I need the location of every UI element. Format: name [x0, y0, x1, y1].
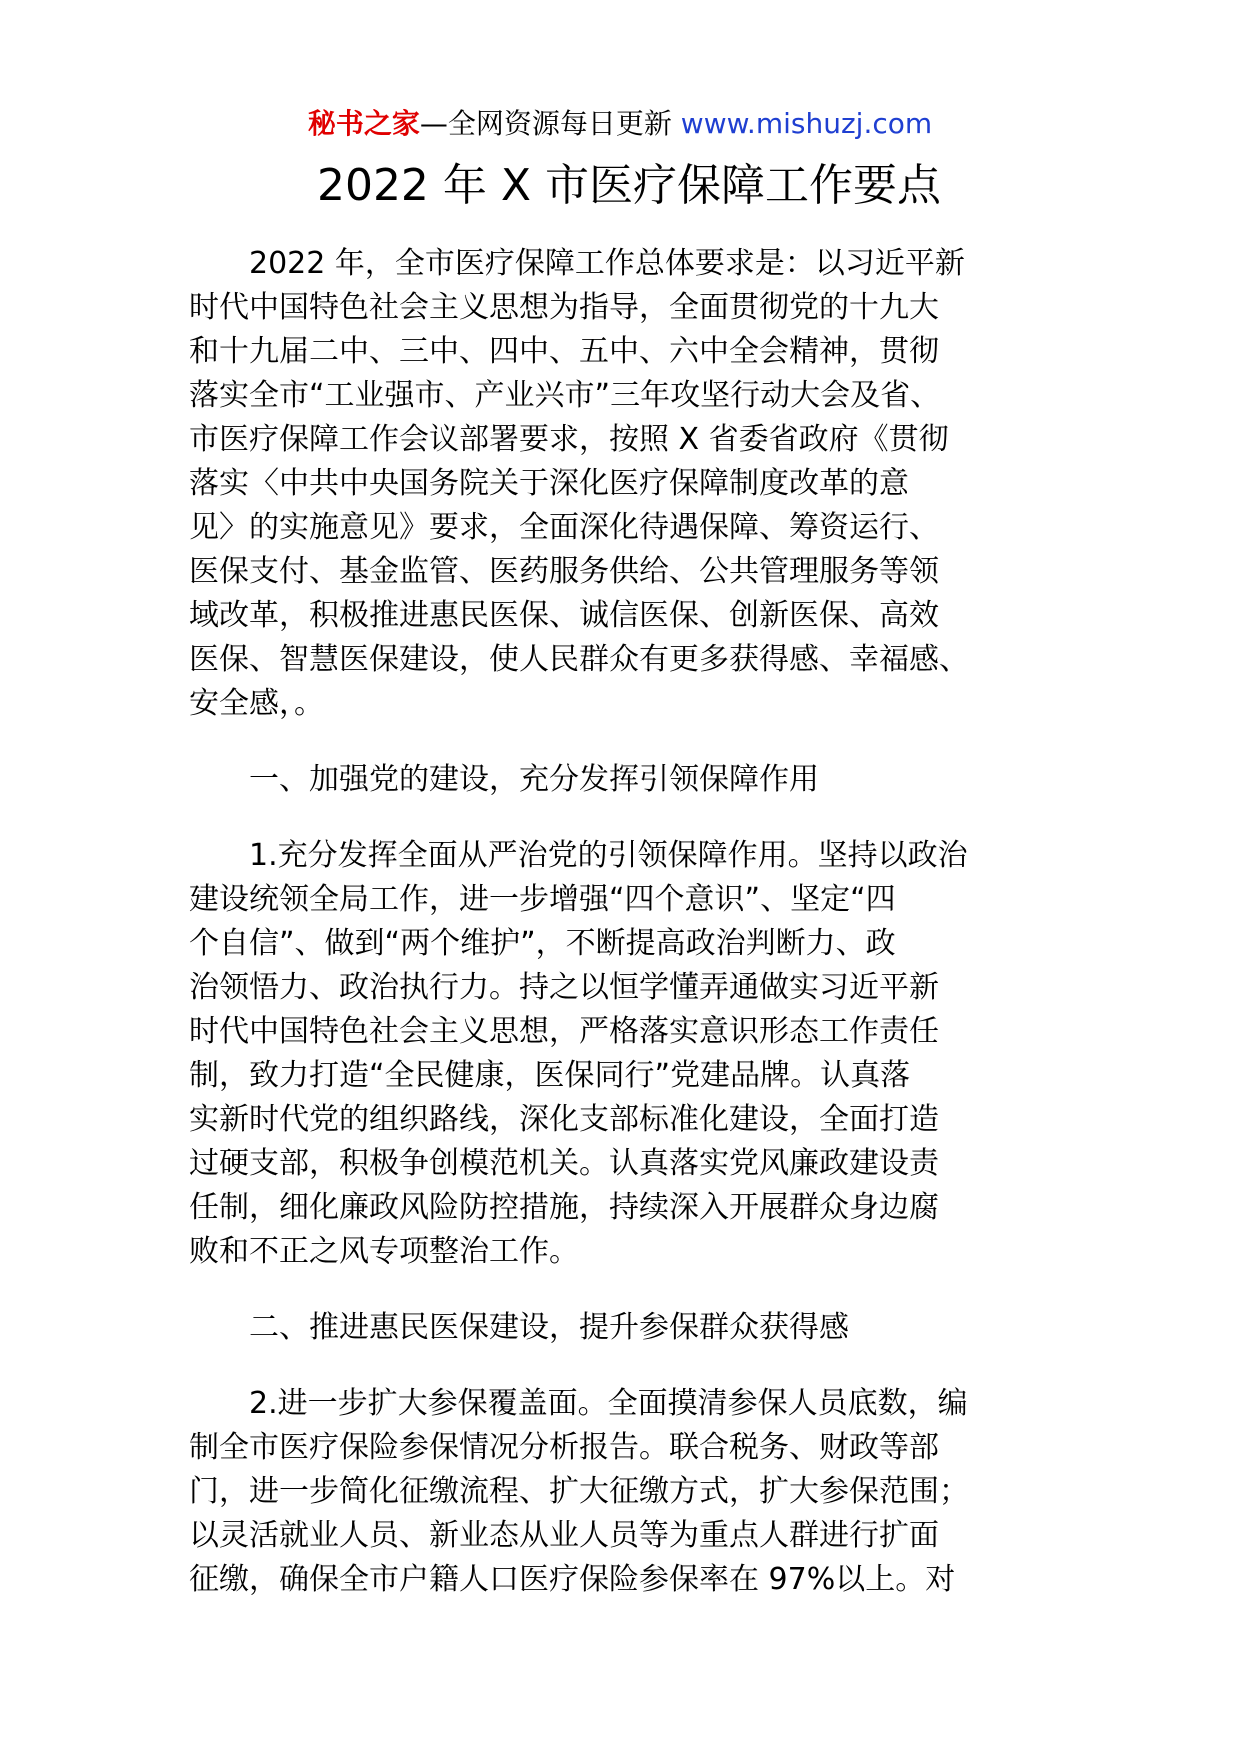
text-line: 制，致力打造“全民健康，医保同行”党建品牌。认真落	[189, 1058, 911, 1093]
text-line: 建设统领全局工作，进一步增强“四个意识”、坚定“四	[189, 882, 896, 917]
text-line: 个自信”、做到“两个维护”，不断提高政治判断力、政	[189, 926, 896, 961]
text-line: 市医疗保障工作会议部署要求，按照 X 省委省政府《贯彻	[189, 422, 949, 457]
text-line: 实新时代党的组织路线，深化支部标准化建设，全面打造	[189, 1102, 939, 1137]
text-line: 治领悟力、政治执行力。持之以恒学懂弄通做实习近平新	[189, 970, 939, 1005]
text-line: 过硬支部，积极争创模范机关。认真落实党风廉政建设责	[189, 1146, 939, 1181]
item-paragraph-2	[189, 1382, 1066, 1602]
text-line: 落实〈中共中央国务院关于深化医疗保障制度改革的意	[189, 466, 909, 501]
paragraph-gap	[189, 802, 1066, 834]
heading-line: 二、推进惠民医保建设，提升参保群众获得感	[189, 1310, 849, 1345]
site-header	[0, 104, 1240, 144]
paragraph-gap	[189, 1274, 1066, 1306]
text-line: 见〉的实施意见》要求，全面深化待遇保障、筹资运行、	[189, 510, 939, 545]
text-line: 征缴，确保全市户籍人口医疗保险参保率在 97%以上。对	[189, 1562, 956, 1597]
text-line: 域改革，积极推进惠民医保、诚信医保、创新医保、高效	[189, 598, 939, 633]
section-heading-1	[189, 758, 1066, 802]
text-line: 制全市医疗保险参保情况分析报告。联合税务、财政等部	[189, 1430, 939, 1465]
heading-line: 一、加强党的建设，充分发挥引领保障作用	[189, 762, 819, 797]
document-body	[189, 242, 1066, 1602]
paragraph-gap	[189, 1350, 1066, 1382]
text-line: 任制，细化廉政风险防控措施，持续深入开展群众身边腐	[189, 1190, 939, 1225]
text-line: 门，进一步简化征缴流程、扩大征缴方式，扩大参保范围；	[189, 1474, 969, 1509]
site-tagline: —全网资源每日更新	[419, 107, 672, 140]
text-line: 和十九届二中、三中、四中、五中、六中全会精神，贯彻	[189, 334, 939, 369]
text-line: 2.进一步扩大参保覆盖面。全面摸清参保人员底数，编	[189, 1386, 968, 1421]
site-brand: 秘书之家	[307, 107, 420, 140]
text-line: 时代中国特色社会主义思想，严格落实意识形态工作责任	[189, 1014, 939, 1049]
text-line: 以灵活就业人员、新业态从业人员等为重点人群进行扩面	[189, 1518, 939, 1553]
text-line: 安全感，。	[189, 686, 324, 721]
text-line: 医保、智慧医保建设，使人民群众有更多获得感、幸福感、	[189, 642, 969, 677]
paragraph-gap	[189, 726, 1066, 758]
text-line: 落实全市“工业强市、产业兴市”三年攻坚行动大会及省、	[189, 378, 941, 413]
text-line: 医保支付、基金监管、医药服务供给、公共管理服务等领	[189, 554, 939, 589]
document-title: 2022 年 X 市医疗保障工作要点	[316, 160, 942, 211]
text-line: 2022 年，全市医疗保障工作总体要求是：以习近平新	[189, 246, 965, 281]
item-paragraph-1	[189, 834, 1066, 1274]
site-url-link[interactable]: www.mishuzj.com	[680, 107, 933, 140]
intro-paragraph	[189, 242, 1066, 726]
text-line: 1.充分发挥全面从严治党的引领保障作用。坚持以政治	[189, 838, 968, 873]
text-line: 败和不正之风专项整治工作。	[189, 1234, 579, 1269]
section-heading-2	[189, 1306, 1066, 1350]
text-line: 时代中国特色社会主义思想为指导，全面贯彻党的十九大	[189, 290, 939, 325]
